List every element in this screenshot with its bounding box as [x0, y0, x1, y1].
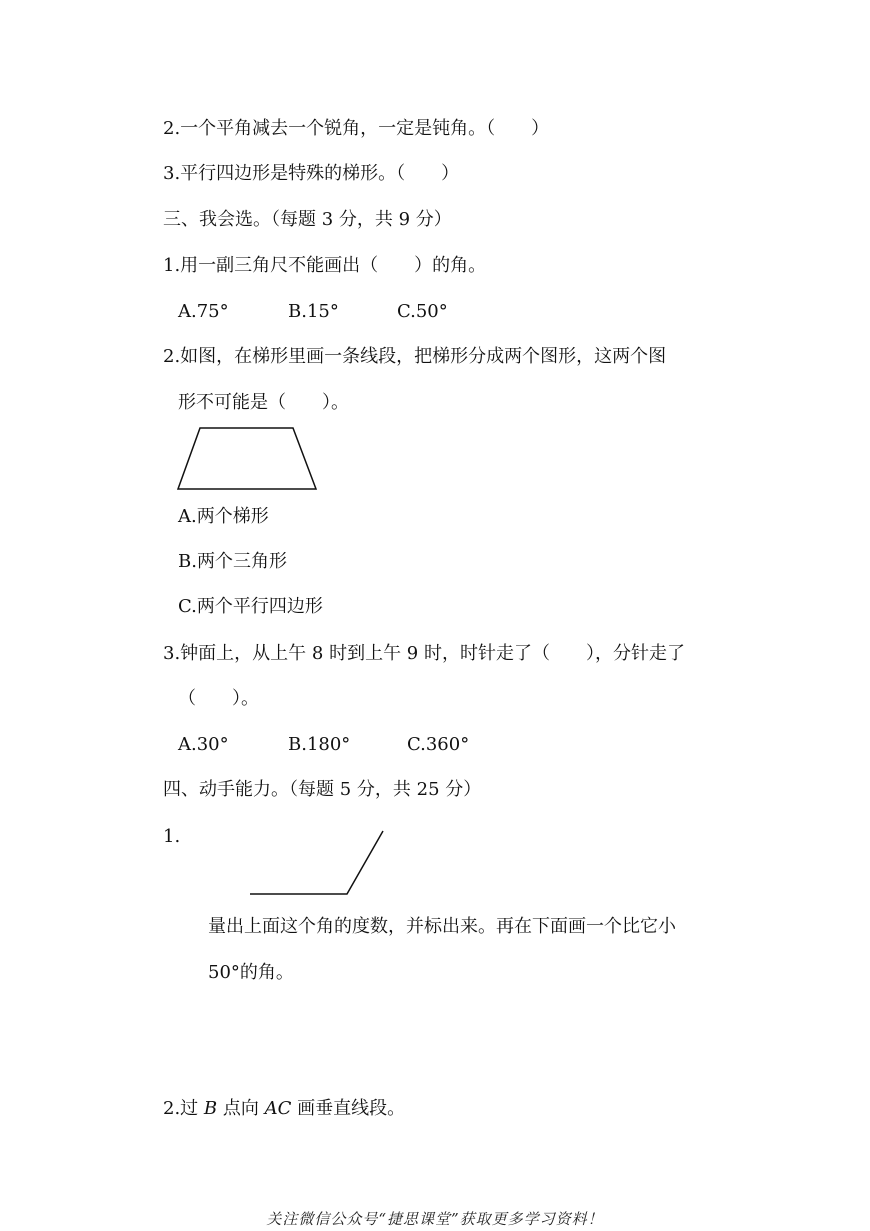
choice-q2-option-a: A.两个梯形 [178, 506, 269, 527]
choice-question-1: 1.用一副三角尺不能画出（ ）的角。 [163, 255, 487, 276]
choice-question-3-line1: 3.钟面上，从上午 8 时到上午 9 时，时针走了（ ），分针走了 [163, 643, 685, 664]
section-heading-choice: 三、我会选。（每题 3 分，共 9 分） [163, 209, 452, 230]
tf-question-2: 2.一个平角减去一个锐角，一定是钝角。（ ） [163, 118, 550, 139]
choice-q1-option-c: C.50° [397, 301, 448, 322]
section-heading-practice: 四、动手能力。（每题 5 分，共 25 分） [163, 779, 482, 800]
practice-question-2 [163, 1098, 405, 1120]
angle-figure [245, 826, 390, 901]
tf-question-3: 3.平行四边形是特殊的梯形。（ ） [163, 163, 460, 184]
footer-note: 关注微信公众号“捷思课堂”获取更多学习资料！ [266, 1210, 604, 1228]
choice-question-2-line2: 形不可能是（ ）。 [178, 392, 349, 413]
choice-q3-option-c: C.360° [407, 734, 470, 755]
practice-question-1-number: 1. [163, 826, 181, 847]
choice-q3-option-b: B.180° [288, 734, 351, 755]
point-b-label: B [203, 1098, 218, 1119]
practice-q2-prefix: 2.过 [163, 1098, 204, 1119]
choice-q2-option-b: B.两个三角形 [178, 551, 287, 572]
choice-q1-option-a: A.75° [178, 301, 229, 322]
practice-q2-middle: 点向 [217, 1098, 265, 1119]
choice-q2-option-c: C.两个平行四边形 [178, 596, 323, 617]
trapezoid-figure [170, 420, 330, 500]
segment-ac-label: AC [264, 1098, 292, 1119]
choice-question-3-line2: （ ）。 [178, 688, 259, 709]
choice-question-2-line1: 2.如图，在梯形里画一条线段，把梯形分成两个图形，这两个图 [163, 346, 667, 367]
choice-q1-option-b: B.15° [288, 301, 339, 322]
practice-question-1-text-line1: 量出上面这个角的度数，并标出来。再在下面画一个比它小 [208, 916, 676, 937]
practice-q2-suffix: 画垂直线段。 [291, 1098, 406, 1119]
practice-question-1-text-line2: 50°的角。 [208, 962, 294, 983]
choice-q3-option-a: A.30° [178, 734, 229, 755]
